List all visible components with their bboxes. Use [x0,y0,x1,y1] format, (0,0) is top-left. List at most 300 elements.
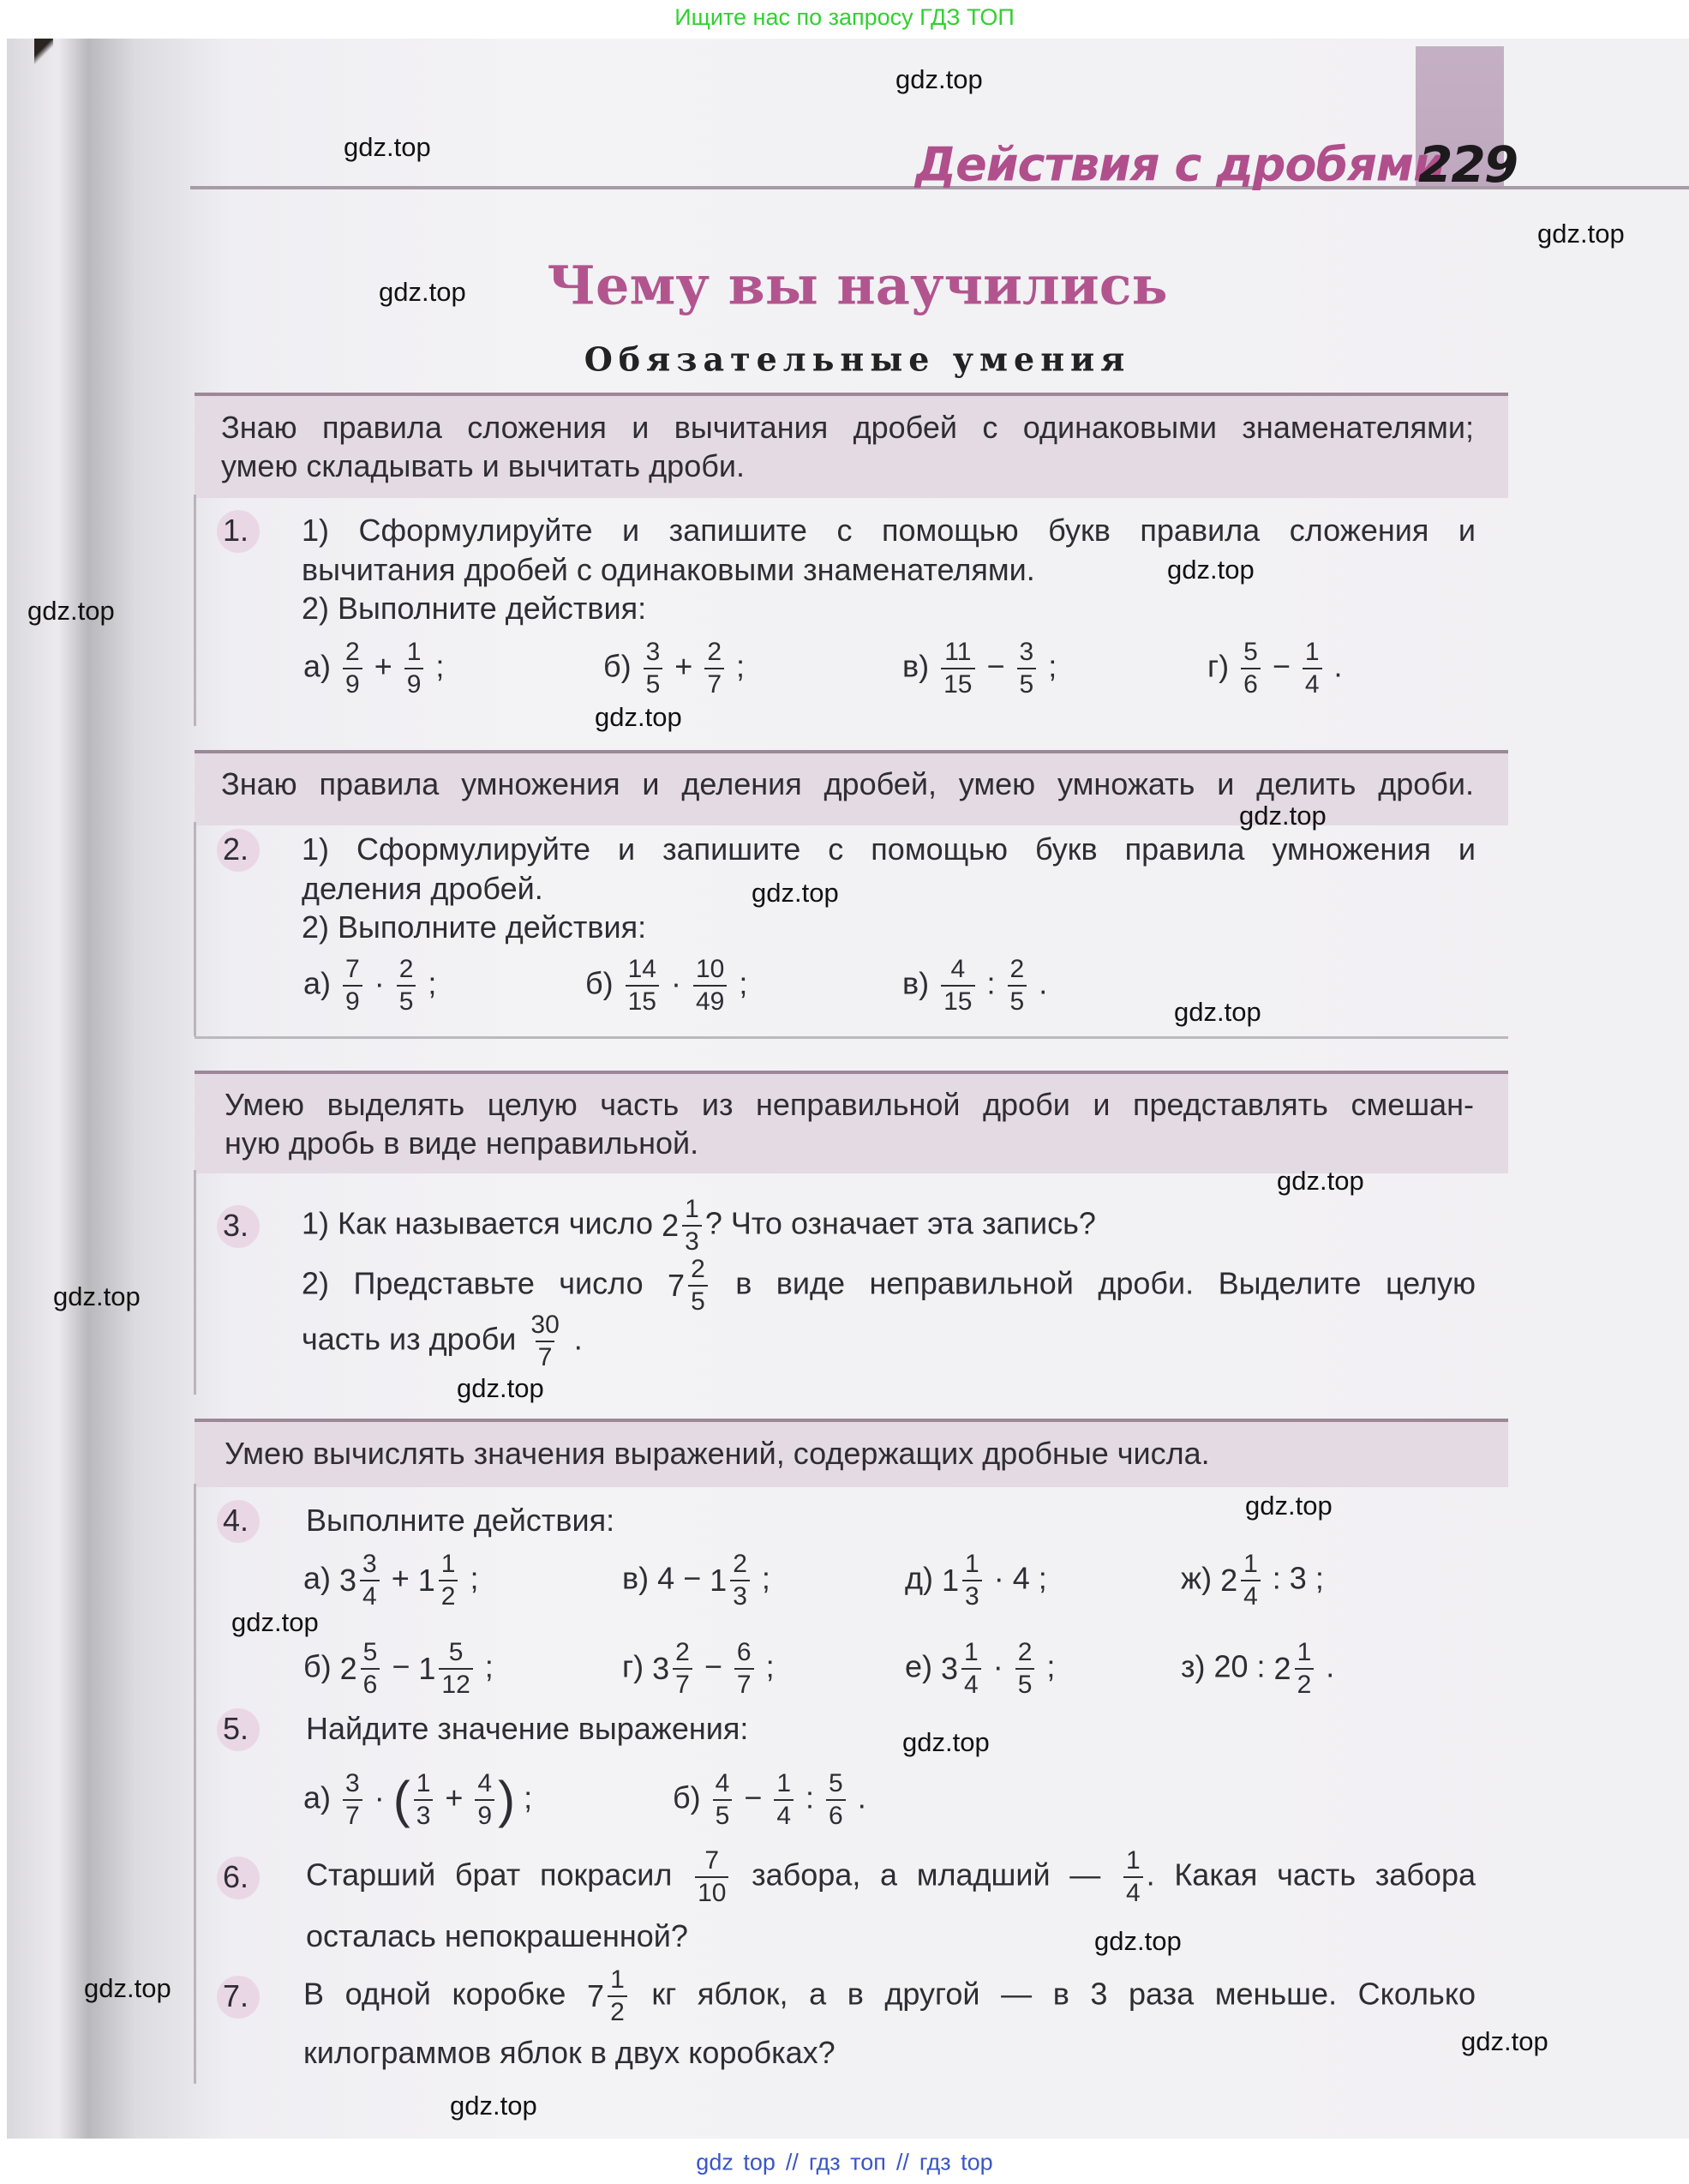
math-text: ж) [1181,1560,1221,1596]
fraction [339,1768,366,1832]
fraction-stack [730,1549,750,1612]
exercise-zh [1181,1549,1324,1612]
watermark: gdz.top [84,1973,171,2003]
denominator: 2 [1295,1668,1315,1701]
fraction-stack [397,954,416,1017]
whole-part: 7 [587,1978,605,2013]
math-text: ; [757,1648,775,1684]
math-text: в) [902,648,938,684]
math-text: + [365,648,401,684]
fraction-stack [682,1194,702,1257]
watermark: gdz.top [752,878,839,908]
task-text: 2) Выполните действия: [302,591,647,626]
denominator: 6 [361,1668,380,1701]
numerator: 3 [345,1769,360,1797]
exercise-v [902,637,1057,700]
denominator: 5 [688,1285,708,1317]
math-text: ; [728,648,746,684]
math-text: Старший брат покрасил [306,1857,692,1893]
task-text [302,1194,1096,1257]
math-text: г) [622,1648,653,1684]
denominator: 15 [941,985,974,1017]
fraction-stack [962,1549,982,1612]
exercise-a [303,1768,532,1832]
numerator: 2 [733,1550,747,1578]
math-text: · [984,1648,1012,1684]
fraction-stack [528,1310,561,1373]
math-text: в) 4 − [622,1560,710,1596]
math-text: ; [476,1648,494,1684]
numerator: 2 [1017,1638,1033,1666]
denominator: 5 [397,985,416,1017]
fraction-stack [1295,1637,1315,1701]
math-text: в виде неправильной дроби. Выделите целую [710,1265,1476,1301]
fraction-stack [688,1254,708,1317]
watermark: gdz.top [450,2091,537,2121]
parenthesis: ( [392,1771,410,1828]
math-text: · [662,965,690,1001]
fraction-stack [439,1549,458,1612]
fraction-stack [644,637,663,700]
numerator: 11 [944,638,972,666]
watermark: gdz.top [1094,1926,1182,1956]
watermark: gdz.top [231,1607,319,1637]
fraction-stack [608,1965,627,2028]
numerator: 1 [416,1769,431,1797]
denominator: 12 [439,1668,472,1701]
watermark: gdz.top [379,277,466,307]
numerator: 1 [964,1638,979,1666]
whole-part: 1 [942,1563,960,1598]
watermark: gdz.top [457,1373,544,1403]
numerator: 6 [736,1638,752,1666]
fraction [701,637,728,700]
skill-text: Знаю правила умножения и деления дробей, умею умножать и делить дроби. [221,766,1474,801]
numerator: 1 [1243,1550,1258,1578]
numerator: 3 [362,1550,377,1578]
denominator: 6 [1241,668,1261,700]
numerator: 5 [829,1769,843,1797]
fraction-stack [1241,1549,1261,1612]
math-text: ; [419,965,437,1001]
fraction-stack [941,637,974,700]
numerator: 4 [715,1769,730,1797]
denominator: 7 [734,1668,754,1701]
math-text: е) [905,1648,942,1684]
task-text: Найдите значение выражения: [306,1711,749,1746]
denominator: 7 [536,1341,555,1373]
math-text: 1) Как называется число [302,1205,662,1241]
section-border [194,1170,196,1395]
fraction [1120,1845,1147,1909]
fraction [410,1768,437,1832]
math-text: кг яблок, а в другой — в 3 раза меньше. Сколько [630,1976,1476,2012]
fraction [770,1768,797,1832]
numerator: 2 [707,638,722,666]
denominator: 3 [962,1580,982,1612]
task-text: 1) Сформулируйте и запишите с помощью букв правила умножения и [302,831,1476,867]
math-text: з) 20 : [1181,1648,1274,1684]
whole-part: 2 [339,1651,357,1686]
exercise-b [303,1637,494,1701]
math-text: − [695,1648,731,1684]
fraction-stack [343,637,362,700]
math-text: · [365,965,393,1001]
section-border [194,822,196,1036]
section-border [194,1484,196,2084]
fraction-stack [404,637,424,700]
math-text: : [797,1779,824,1815]
fraction [622,954,662,1017]
numerator: 4 [950,955,966,983]
task-text [302,1310,583,1373]
whole-part: 3 [652,1651,670,1686]
numerator: 5 [1243,638,1258,666]
fraction [1012,1637,1039,1701]
whole-part: 2 [1220,1563,1238,1598]
task-text: килограммов яблок в двух коробках? [303,2035,836,2070]
fraction-stack [361,1637,380,1701]
watermark: gdz.top [1245,1491,1333,1521]
denominator: 9 [343,985,362,1017]
math-text: : 3 ; [1263,1560,1324,1596]
math-text: б) [603,648,640,684]
numerator: 1 [685,1195,699,1223]
denominator: 5 [713,1799,733,1832]
fraction-stack [713,1768,733,1832]
denominator: 10 [695,1876,728,1909]
numerator: 1 [1297,1638,1312,1666]
math-text: . [1325,648,1343,684]
section-divider [195,1036,1508,1039]
numerator: 2 [398,955,414,983]
denominator: 3 [414,1799,434,1832]
denominator: 7 [704,668,724,700]
denominator: 9 [343,668,362,700]
fraction-stack [826,1768,846,1832]
task-text: Выполните действия: [306,1503,615,1538]
fraction-stack [961,1637,981,1701]
task-text: вычитания дробей с одинаковыми знаменателями. [302,552,1035,587]
task-text: деления дробей. [302,871,543,906]
math-text: · [365,1779,393,1815]
fraction-stack [360,1549,380,1612]
math-text: ; [427,648,445,684]
numerator: 1 [440,1550,456,1578]
exercise-v [622,1549,770,1612]
fraction-stack [673,1637,692,1701]
fraction [640,637,667,700]
watermark: gdz.top [895,64,983,94]
fraction-stack [414,1768,434,1832]
numerator: 1 [610,1965,625,1994]
math-text: а) [303,1779,340,1815]
math-text: : [978,965,1004,1001]
fraction [1299,637,1326,700]
task-text: 2) Выполните действия: [302,909,647,945]
math-text: − [735,1779,771,1815]
math-text: часть из дроби [302,1321,525,1357]
denominator: 2 [439,1580,458,1612]
fraction-stack [1123,1845,1143,1909]
parenthesis: ) [498,1771,516,1828]
whole-part: 7 [668,1268,686,1303]
fraction-stack [1015,1637,1035,1701]
exercise-b [603,637,745,700]
math-text: . [848,1779,866,1815]
denominator: 5 [1008,985,1027,1017]
watermark: gdz.top [1174,997,1261,1027]
math-text: ; [1038,1648,1056,1684]
task-text [306,1845,1476,1909]
fraction [692,1845,732,1909]
math-text: забора, а младший — [732,1857,1120,1893]
math-text: ; [752,1560,770,1596]
whole-part: 2 [1273,1651,1291,1686]
math-text: − [383,1648,419,1684]
task-number: 3. [223,1208,249,1243]
watermark: gdz.top [902,1727,990,1757]
denominator: 4 [360,1580,380,1612]
mixed-number [340,1637,384,1701]
denominator: 4 [774,1799,794,1832]
math-text: . [565,1321,583,1357]
denominator: 4 [1123,1876,1143,1909]
fraction [401,637,428,700]
math-text: + [382,1560,418,1596]
math-text: + [666,648,702,684]
numerator: 1 [965,1550,979,1578]
denominator: 2 [608,1995,627,2028]
skill-text: Умею вычислять значения выражений, содержащих дробные числа. [225,1436,1210,1471]
fraction [937,954,978,1017]
fraction [823,1768,849,1832]
footer-links [0,2150,1689,2176]
watermark: gdz.top [53,1281,141,1311]
whole-part: 3 [941,1651,959,1686]
denominator: 4 [1241,1580,1261,1612]
math-text: − [1263,648,1299,684]
task-text: 1) Сформулируйте и запишите с помощью букв правила сложения и [302,513,1476,548]
fraction [1004,954,1031,1017]
task-number: 5. [223,1711,249,1746]
math-text: б) [585,965,622,1001]
task-text [302,1254,1476,1317]
mixed-number [942,1549,985,1612]
exercise-d [905,1549,1047,1612]
fraction [937,637,978,700]
whole-part: 1 [710,1563,728,1598]
denominator: 5 [1015,1668,1035,1701]
numerator: 1 [1304,638,1320,666]
fraction [339,637,366,700]
task-number: 1. [223,513,249,548]
page-subtitle: Обязательные умения [584,339,1131,379]
exercise-e [905,1637,1055,1701]
denominator: 49 [693,985,727,1017]
task-number: 2. [223,831,249,867]
task-number: 4. [223,1503,249,1538]
task-number: 6. [223,1859,249,1894]
watermark: gdz.top [1239,801,1327,831]
numerator: 1 [406,638,422,666]
mixed-number [418,1549,462,1612]
math-text: . [1030,965,1048,1001]
numerator: 1 [1125,1846,1141,1875]
math-text: г) [1207,648,1238,684]
math-text: − [978,648,1014,684]
math-text: в) [902,965,938,1001]
exercise-z [1181,1637,1334,1701]
chapter-title: Действия с дробями [915,137,1445,192]
math-text: + [436,1779,472,1815]
fraction [393,954,420,1017]
numerator: 7 [704,1846,720,1875]
math-text: а) [303,648,340,684]
page-corner [34,39,53,64]
math-text: ; [515,1779,533,1815]
mixed-number [652,1637,696,1701]
math-text: · 4 ; [985,1560,1047,1596]
whole-part: 1 [417,1563,435,1598]
watermark: gdz.top [344,132,431,162]
fraction-stack [1017,637,1037,700]
math-text: а) [303,1560,340,1596]
denominator: 15 [941,668,974,700]
page-title: Чему вы научились [547,254,1168,317]
denominator: 9 [404,668,424,700]
task-number: 7. [223,1978,249,2013]
numerator: 7 [345,955,360,983]
numerator: 10 [695,955,725,983]
fraction-stack [693,954,727,1017]
mixed-number [339,1549,383,1612]
exercise-g [622,1637,775,1701]
fraction-stack [626,954,659,1017]
exercise-b [585,954,747,1017]
footer-separator: // [785,2149,799,2175]
watermark: gdz.top [1461,2026,1548,2056]
exercise-a [303,1549,479,1612]
numerator: 30 [530,1311,560,1339]
footer-separator: // [895,2149,909,2175]
skill-text: Умею выделять целую часть из неправильной дроби и представлять смешан- [225,1087,1474,1122]
numerator: 2 [691,1255,705,1283]
mixed-number [941,1637,985,1701]
numerator: 4 [477,1769,493,1797]
mixed-number [668,1254,711,1317]
exercise-v [902,954,1047,1017]
mixed-number [587,1965,631,2028]
math-text: б) [673,1779,710,1815]
fraction-stack [439,1637,472,1701]
denominator: 5 [644,668,663,700]
fraction [1237,637,1264,700]
task-text: осталась непокрашенной? [306,1918,688,1953]
watermark: gdz.top [595,702,682,732]
math-text: . [1317,1648,1335,1684]
math-text: ; [461,1560,479,1596]
numerator: 14 [627,955,656,983]
watermark: gdz.top [27,596,115,626]
fraction-stack [1241,637,1261,700]
numerator: 1 [776,1769,792,1797]
skill-text: Знаю правила сложения и вычитания дробей с одинаковыми знаменателями; [221,410,1474,445]
numerator: 5 [362,1638,378,1666]
math-text: ; [1039,648,1057,684]
watermark: gdz.top [1537,219,1625,249]
whole-part: 3 [339,1563,357,1598]
denominator: 5 [1017,668,1037,700]
mixed-number [418,1637,476,1701]
math-text: . Какая часть забора [1146,1857,1476,1893]
skill-text: ную дробь в виде неправильной. [225,1125,699,1161]
fraction-stack [704,637,724,700]
mixed-number [1274,1637,1318,1701]
exercise-g [1207,637,1343,700]
whole-part: 2 [662,1208,680,1243]
watermark: gdz.top [1167,555,1255,585]
fraction-stack [343,1768,362,1832]
skill-text: умею складывать и вычитать дроби. [221,448,745,483]
denominator: 7 [673,1668,692,1701]
math-text: ; [730,965,748,1001]
math-text: д) [905,1560,942,1596]
fraction-stack [343,954,362,1017]
denominator: 9 [475,1799,494,1832]
whole-part: 1 [418,1651,436,1686]
section-border [194,495,196,726]
numerator: 2 [675,1638,690,1666]
fraction [1014,637,1040,700]
mixed-number [1220,1549,1264,1612]
denominator: 4 [1303,668,1322,700]
fraction [524,1310,565,1373]
fraction-stack [695,1845,728,1909]
fraction-stack [475,1768,494,1832]
footer-link-gdz-top[interactable]: gdz top [696,2149,776,2175]
denominator: 6 [826,1799,846,1832]
fraction-stack [1303,637,1322,700]
search-banner: Ищите нас по запросу ГДЗ ТОП [674,4,1015,30]
denominator: 3 [730,1580,750,1612]
watermark: gdz.top [1277,1166,1364,1196]
numerator: 2 [1009,955,1025,983]
denominator: 7 [343,1799,362,1832]
footer-link-gdz-top-ru[interactable]: гдз топ [808,2149,886,2175]
denominator: 3 [682,1225,702,1257]
denominator: 15 [626,985,659,1017]
fraction [690,954,730,1017]
exercise-a [303,954,436,1017]
fraction-stack [734,1637,754,1701]
numerator: 5 [448,1638,464,1666]
fraction [471,1768,498,1832]
fraction [339,954,366,1017]
footer-link-gdz-top-mixed[interactable]: гдз top [919,2149,993,2175]
page-number: 229 [1418,135,1518,194]
fraction-stack [1008,954,1027,1017]
mixed-number [662,1194,705,1257]
fraction-stack [774,1768,794,1832]
numerator: 3 [1019,638,1034,666]
math-text: б) [303,1648,340,1684]
fraction [710,1768,736,1832]
math-text: а) [303,965,340,1001]
math-text: ? Что означает эта запись? [704,1205,1096,1241]
numerator: 3 [645,638,661,666]
fraction [731,1637,758,1701]
